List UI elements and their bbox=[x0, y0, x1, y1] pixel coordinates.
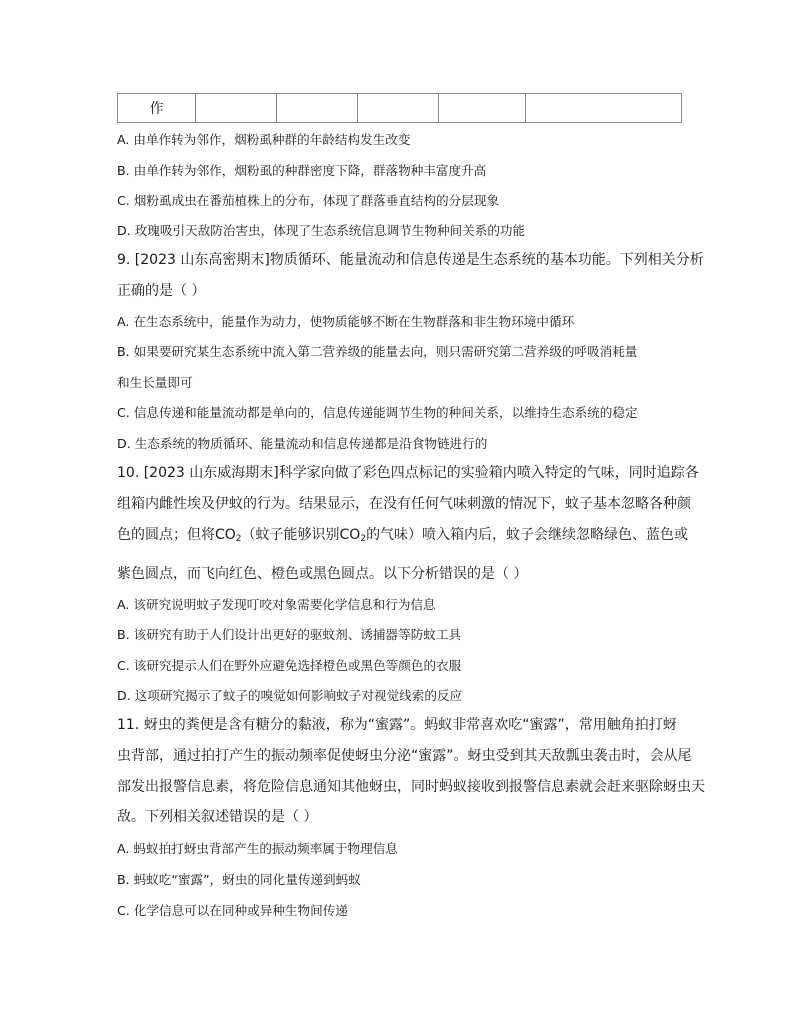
q9-option-c: C. 信息传递和能量流动都是单向的，信息传递能调节生物的种间关系，以维持生态系统的稳定 bbox=[117, 405, 638, 420]
q10-subscript: 2 bbox=[360, 534, 367, 544]
q8-option-b: B. 由单作转为邻作，烟粉虱的种群密度下降，群落物种丰富度升高 bbox=[117, 163, 487, 178]
q9-stem-line: 正确的是（ ） bbox=[117, 283, 206, 299]
q10-option-c: C. 该研究提示人们在野外应避免选择橙色或黑色等颜色的衣服 bbox=[117, 658, 462, 673]
q11-option-a: A. 蚂蚁拍打蚜虫背部产生的振动频率属于物理信息 bbox=[117, 841, 398, 856]
q8-option-c: C. 烟粉虱成虫在番茄植株上的分布，体现了群落垂直结构的分层现象 bbox=[117, 193, 500, 208]
q10-stem-line: 10. [2023 山东威海期末]科学家向做了彩色四点标记的实验箱内喷入特定的气味，同时追踪各 bbox=[117, 465, 699, 481]
table-row bbox=[118, 94, 682, 123]
q10-subscript: 2 bbox=[235, 534, 242, 544]
q9-option-b: B. 如果要研究某生态系统中流入第二营养级的能量去向，则只需研究第二营养级的呼吸消耗量 bbox=[117, 344, 638, 359]
q8-option-d: D. 玫瑰吸引天敌防治害虫，体现了生态系统信息调节生物种间关系的功能 bbox=[117, 223, 526, 238]
q9-stem-line: 9. [2023 山东高密期末]物质循环、能量流动和信息传递是生态系统的基本功能。下列相关分析 bbox=[117, 252, 704, 268]
q11-option-b: B. 蚂蚁吃“蜜露”，蚜虫的同化量传递到蚂蚁 bbox=[117, 872, 361, 887]
table-cell bbox=[196, 94, 277, 123]
q9-option-d: D. 生态系统的物质循环、能量流动和信息传递都是沿食物链进行的 bbox=[117, 436, 488, 451]
table-cell bbox=[277, 94, 358, 123]
q11-stem-line: 部发出报警信息素，将危险信息通知其他蚜虫，同时蚂蚁接收到报警信息素就会赶来驱除蚜虫天 bbox=[117, 779, 705, 795]
q9-option-b-cont: 和生长量即可 bbox=[117, 375, 193, 390]
q10-option-b: B. 该研究有助于人们设计出更好的驱蚊剂、诱捕器等防蚊工具 bbox=[117, 627, 462, 642]
q10-stem-text: 色的圆点；但将CO bbox=[117, 527, 236, 543]
table-cell: 作 bbox=[118, 94, 196, 123]
q9-option-a: A. 在生态系统中，能量作为动力，使物质能够不断在生物群落和非生物环境中循环 bbox=[117, 314, 575, 329]
q10-stem-text: 的气味）喷入箱内后，蚊子会继续忽略绿色、蓝色或 bbox=[366, 527, 689, 543]
q10-stem-line: 组箱内雌性埃及伊蚊的行为。结果显示，在没有任何气味刺激的情况下，蚊子基本忽略各种颜 bbox=[117, 496, 691, 512]
data-table-fragment bbox=[117, 93, 682, 123]
q10-stem-text: （蚊子能够识别CO bbox=[241, 527, 361, 543]
q10-option-d: D. 这项研究揭示了蚊子的嗅觉如何影响蚊子对视觉线索的反应 bbox=[117, 688, 463, 703]
q10-option-a: A. 该研究说明蚊子发现叮咬对象需要化学信息和行为信息 bbox=[117, 597, 436, 612]
table-cell bbox=[439, 94, 526, 123]
q11-stem-line: 敌。下列相关叙述错误的是（ ） bbox=[117, 809, 318, 825]
q10-stem-line: 紫色圆点，而飞向红色、橙色或黑色圆点。以下分析错误的是（ ） bbox=[117, 566, 528, 582]
table-cell bbox=[526, 94, 682, 123]
q11-stem-line: 虫背部，通过拍打产生的振动频率促使蚜虫分泌“蜜露”。蚜虫受到其天敌瓢虫袭击时，会从尾 bbox=[117, 748, 692, 764]
q11-option-c: C. 化学信息可以在同种或异种生物间传递 bbox=[117, 903, 348, 918]
q11-stem-line: 11. 蚜虫的粪便是含有糖分的黏液，称为“蜜露”。蚂蚁非常喜欢吃“蜜露”，常用触角拍打蚜 bbox=[117, 717, 677, 733]
table-cell bbox=[358, 94, 439, 123]
q10-stem-line bbox=[117, 526, 688, 548]
q8-option-a: A. 由单作转为邻作，烟粉虱种群的年龄结构发生改变 bbox=[117, 132, 411, 147]
